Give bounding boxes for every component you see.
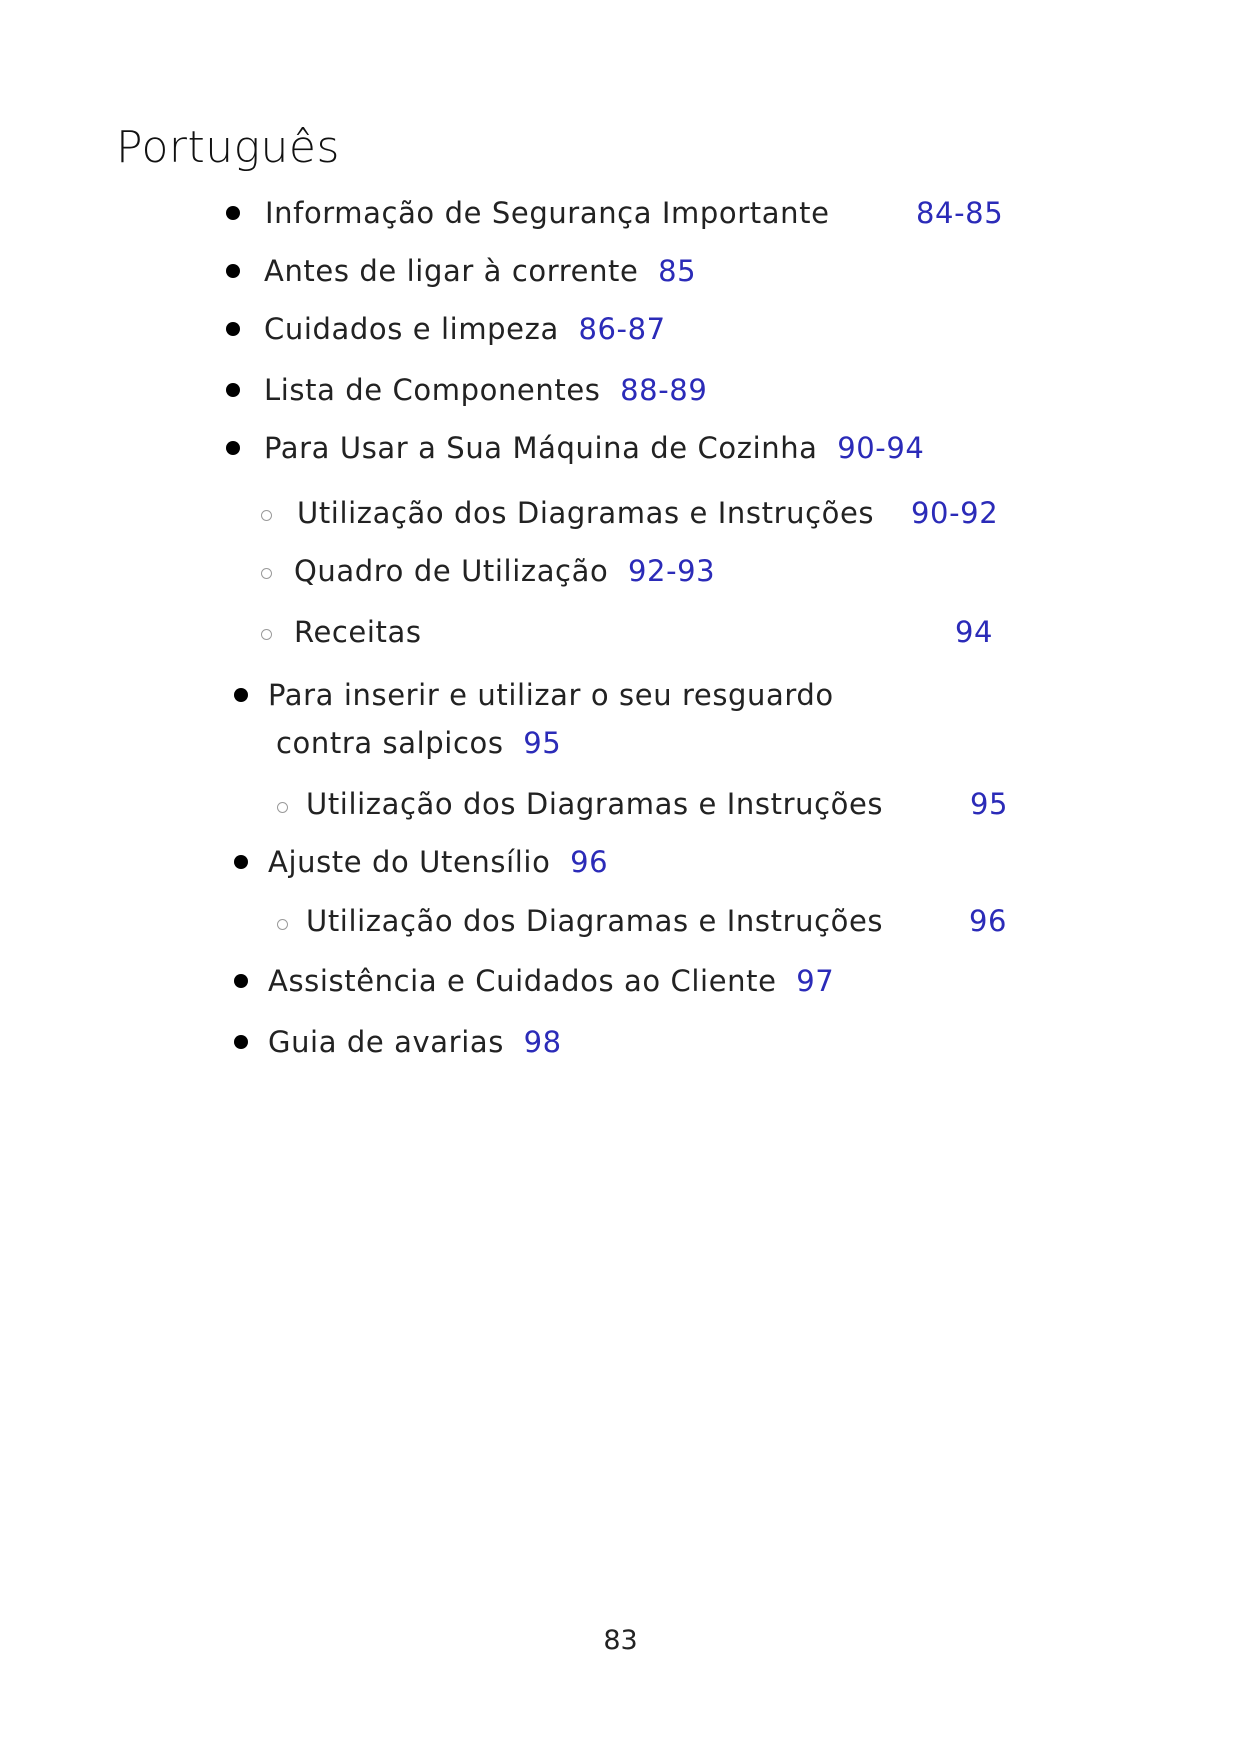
- page-ref: 88-89: [620, 373, 708, 407]
- toc-entry: [264, 254, 696, 288]
- toc-entry-title: Lista de Componentes: [264, 373, 601, 407]
- page-ref: 96: [969, 904, 1008, 938]
- sub-bullet-icon: [261, 568, 272, 579]
- page-ref: 95: [970, 787, 1009, 821]
- toc-entry: [268, 845, 608, 879]
- toc-entry-title: Quadro de Utilização: [294, 554, 609, 588]
- page-ref: 97: [796, 964, 835, 998]
- page-ref: 84-85: [916, 196, 1004, 230]
- toc-entry: [265, 196, 830, 230]
- page-ref: 95: [523, 726, 562, 760]
- page-ref: 90-94: [837, 431, 925, 465]
- sub-bullet-icon: [277, 919, 288, 930]
- bullet-icon: [234, 855, 248, 869]
- bullet-icon: [226, 441, 240, 455]
- toc-subentry: [306, 904, 883, 938]
- toc-entry-title: Informação de Segurança Importante: [265, 196, 830, 230]
- toc-entry-title: Guia de avarias: [268, 1025, 504, 1059]
- toc-entry-pages: [969, 904, 1007, 938]
- bullet-icon: [234, 688, 248, 702]
- toc-entry: [268, 964, 834, 998]
- toc-entry-title: Para inserir e utilizar o seu resguardo: [268, 678, 834, 712]
- page-ref: 94: [955, 615, 994, 649]
- page-ref: 96: [570, 845, 609, 879]
- toc-entry-title: Para Usar a Sua Máquina de Cozinha: [264, 431, 818, 465]
- sub-bullet-icon: [261, 510, 272, 521]
- page-ref: 92-93: [627, 554, 716, 588]
- bullet-icon: [226, 383, 240, 397]
- toc-entry-title: Utilização dos Diagramas e Instruções: [297, 496, 875, 530]
- toc-entry-title: Cuidados e limpeza: [264, 312, 559, 346]
- sub-bullet-icon: [261, 629, 272, 640]
- bullet-icon: [234, 974, 248, 988]
- toc-entry: [268, 1025, 562, 1059]
- toc-subentry: [294, 554, 715, 588]
- page-ref: 90-92: [911, 496, 999, 530]
- toc-entry-title: Ajuste do Utensílio: [268, 845, 551, 879]
- page-ref: 86-87: [578, 312, 666, 346]
- page-ref: 98: [523, 1025, 562, 1059]
- sub-bullet-icon: [277, 802, 288, 813]
- toc-entry-pages: [916, 196, 1003, 230]
- toc-entry-title: Utilização dos Diagramas e Instruções: [306, 787, 884, 821]
- toc-subentry: [294, 615, 422, 649]
- toc-entry-pages: [955, 615, 993, 649]
- toc-entry-title: Antes de ligar à corrente: [264, 254, 639, 288]
- bullet-icon: [226, 264, 240, 278]
- toc-entry-pages: [970, 787, 1008, 821]
- toc-entry-title-line2: contra salpicos: [276, 726, 504, 760]
- toc-entry: [264, 312, 666, 346]
- toc-entry-title: Utilização dos Diagramas e Instruções: [306, 904, 884, 938]
- bullet-icon: [226, 206, 240, 220]
- toc-entry-continuation: [276, 726, 561, 760]
- bullet-icon: [234, 1035, 248, 1049]
- page-number: 83: [603, 1625, 638, 1656]
- page-ref: 85: [658, 254, 697, 288]
- section-heading: Português: [116, 122, 340, 173]
- toc-entry: [264, 431, 924, 465]
- toc-entry: [264, 373, 707, 407]
- toc-subentry: [306, 787, 883, 821]
- toc-entry-title: Assistência e Cuidados ao Cliente: [268, 964, 777, 998]
- toc-entry-pages: [911, 496, 998, 530]
- toc-entry-title: Receitas: [294, 615, 422, 649]
- toc-subentry: [297, 496, 874, 530]
- toc-entry: [268, 678, 834, 712]
- bullet-icon: [226, 322, 240, 336]
